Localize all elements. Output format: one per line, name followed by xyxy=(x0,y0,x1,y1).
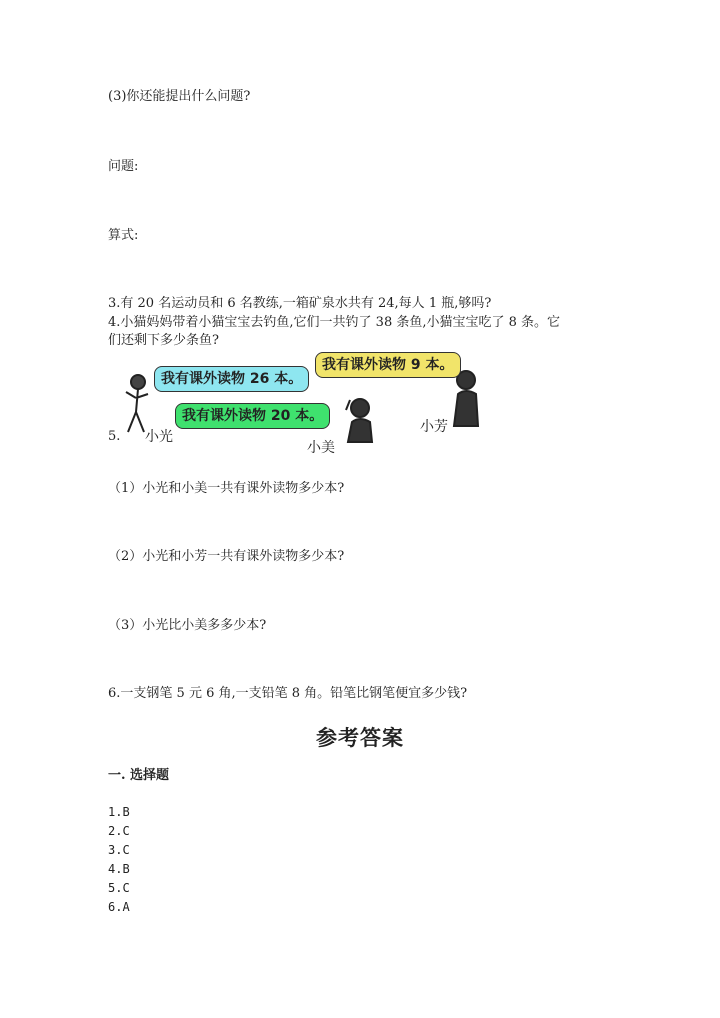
name-guang: 小光 xyxy=(145,429,173,445)
section-1-title: 一. 选择题 xyxy=(108,768,170,783)
answer-list xyxy=(108,803,130,917)
question-5-sub-3: （3）小光比小美多多少本? xyxy=(108,618,267,633)
question-3-sub-3: (3)你还能提出什么问题? xyxy=(108,89,251,104)
answer-item: 4.B xyxy=(108,862,130,876)
answer-title: 参考答案 xyxy=(316,725,404,750)
boy-figure xyxy=(126,375,148,432)
speech-bubble-guang: 我有课外读物 26 本。 xyxy=(154,366,309,392)
question-5-sub-1: （1）小光和小美一共有课外读物多少本? xyxy=(108,481,345,496)
speech-bubble-fang: 我有课外读物 9 本。 xyxy=(315,352,461,378)
girl-fang-figure xyxy=(454,371,478,426)
answer-item: 2.C xyxy=(108,824,130,838)
question-3: 3.有 20 名运动员和 6 名教练,一箱矿泉水共有 24,每人 1 瓶,够吗? xyxy=(108,296,492,311)
answer-item: 6.A xyxy=(108,900,130,914)
girl-mei-figure xyxy=(346,399,372,442)
name-fang: 小芳 xyxy=(420,419,448,435)
answer-item: 3.C xyxy=(108,843,130,857)
answer-item: 1.B xyxy=(108,805,130,819)
speech-bubble-mei: 我有课外读物 20 本。 xyxy=(175,403,330,429)
formula-label: 算式: xyxy=(108,228,139,243)
question-5-sub-2: （2）小光和小芳一共有课外读物多少本? xyxy=(108,549,345,564)
question-label: 问题: xyxy=(108,159,139,174)
name-mei: 小美 xyxy=(307,440,335,456)
answer-item: 5.C xyxy=(108,881,130,895)
question-4-line-1: 4.小猫妈妈带着小猫宝宝去钓鱼,它们一共钓了 38 条鱼,小猫宝宝吃了 8 条。它 xyxy=(108,315,561,330)
question-4-line-2: 们还剩下多少条鱼? xyxy=(108,333,219,348)
question-6: 6.一支钢笔 5 元 6 角,一支铅笔 8 角。铅笔比钢笔便宜多少钱? xyxy=(108,686,468,701)
question-5-number: 5. xyxy=(108,429,121,444)
